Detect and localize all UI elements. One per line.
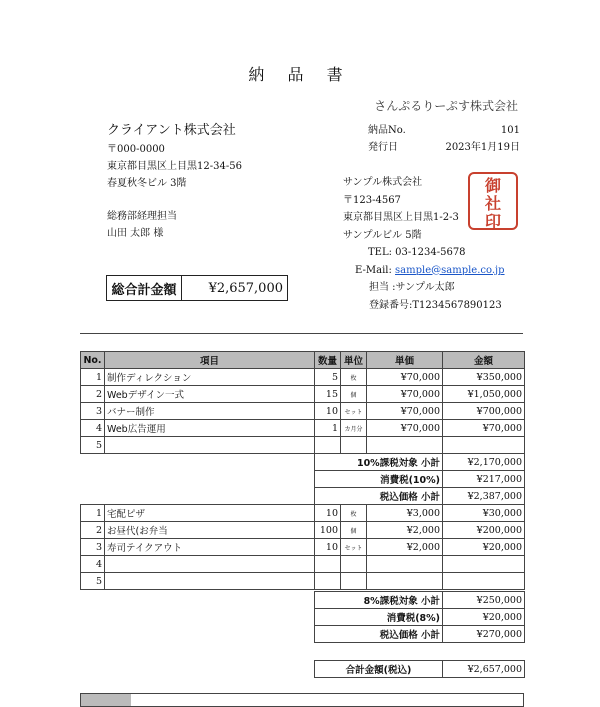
- sender-zip: 〒123-4567: [343, 194, 401, 206]
- row-unit: セット: [341, 403, 367, 420]
- row-price: ¥2,000: [367, 522, 443, 539]
- row-unit: カ月分: [341, 420, 367, 437]
- grand-total-row: [315, 661, 525, 678]
- row-no: 1: [81, 369, 105, 386]
- header-no: No.: [81, 352, 105, 369]
- row-price: [367, 556, 443, 573]
- row-price: ¥70,000: [367, 420, 443, 437]
- subtotal-row: [315, 609, 525, 626]
- date-label: 発行日: [368, 142, 398, 153]
- subtotal-row: [315, 626, 525, 643]
- issuer-name: さんぷるりーぷす株式会社: [374, 99, 518, 113]
- row-qty: 10: [315, 539, 341, 556]
- grand-total-label: 合計金額(税込): [315, 661, 443, 678]
- row-qty: [315, 437, 341, 454]
- row-price: ¥70,000: [367, 369, 443, 386]
- row-item: [105, 573, 315, 590]
- table-row: [81, 556, 525, 573]
- header-item: 項目: [105, 352, 315, 369]
- date-value: 2023年1月19日: [445, 142, 520, 153]
- subtotal-value: ¥270,000: [443, 626, 525, 643]
- row-item: 宅配ピザ: [105, 505, 315, 522]
- row-amount: [443, 556, 525, 573]
- row-qty: 100: [315, 522, 341, 539]
- client-address2: 春夏秋冬ビル 3階: [107, 178, 187, 189]
- row-amount: ¥350,000: [443, 369, 525, 386]
- subtotal-row: [315, 454, 525, 471]
- row-qty: 15: [315, 386, 341, 403]
- row-qty: 10: [315, 403, 341, 420]
- table-row: [81, 539, 525, 556]
- email-label: E-Mail:: [355, 264, 392, 276]
- subtotal-label: 税込価格 小計: [315, 488, 443, 505]
- row-amount: [443, 437, 525, 454]
- row-unit: 個: [341, 386, 367, 403]
- email-link[interactable]: sample@sample.co.jp: [395, 264, 505, 276]
- table-row: [81, 403, 525, 420]
- row-qty: [315, 556, 341, 573]
- row-qty: 5: [315, 369, 341, 386]
- row-no: 5: [81, 437, 105, 454]
- sender-person: 担当 :サンプル太郎: [369, 282, 455, 293]
- row-amount: ¥20,000: [443, 539, 525, 556]
- sender-email-row: [343, 262, 505, 280]
- subtotal-label: 8%課税対象 小計: [315, 592, 443, 609]
- document-meta: [368, 122, 520, 156]
- subtotal-value: ¥250,000: [443, 592, 525, 609]
- row-price: [367, 437, 443, 454]
- row-item: 制作ディレクション: [105, 369, 315, 386]
- subtotal-label: 消費税(10%): [315, 471, 443, 488]
- row-item: Web広告運用: [105, 420, 315, 437]
- row-item: [105, 556, 315, 573]
- subtotal-label: 税込価格 小計: [315, 626, 443, 643]
- row-unit: [341, 437, 367, 454]
- row-item: お昼代(お弁当: [105, 522, 315, 539]
- subtotal-label: 消費税(8%): [315, 609, 443, 626]
- row-unit: 個: [341, 522, 367, 539]
- row-no: 2: [81, 522, 105, 539]
- sender-registration: 登録番号:T1234567890123: [369, 299, 502, 311]
- total-amount-label: 総合計金額: [107, 276, 182, 300]
- row-unit: 枚: [341, 505, 367, 522]
- row-no: 1: [81, 505, 105, 522]
- row-item: 寿司テイクアウト: [105, 539, 315, 556]
- company-seal-stamp: 御 社 印: [468, 172, 518, 230]
- subtotal-row: [315, 592, 525, 609]
- row-amount: ¥70,000: [443, 420, 525, 437]
- row-amount: ¥200,000: [443, 522, 525, 539]
- client-department: 総務部経理担当: [107, 211, 177, 222]
- subtotal-value: ¥2,170,000: [443, 454, 525, 471]
- number-value: 101: [500, 125, 520, 136]
- header-qty: 数量: [315, 352, 341, 369]
- row-no: 4: [81, 556, 105, 573]
- footer-notes-bar: [80, 693, 524, 707]
- table-row: [81, 369, 525, 386]
- row-qty: 1: [315, 420, 341, 437]
- grand-total-value: ¥2,657,000: [443, 661, 525, 678]
- client-zip: 〒000-0000: [107, 144, 165, 155]
- row-no: 3: [81, 403, 105, 420]
- sender-address1: 東京都目黒区上目黒1-2-3: [343, 212, 459, 223]
- row-unit: [341, 556, 367, 573]
- divider: [80, 333, 523, 334]
- row-qty: 10: [315, 505, 341, 522]
- sender-tel: TEL: 03-1234-5678: [368, 247, 466, 258]
- subtotal-row: [315, 471, 525, 488]
- subtotal-value: ¥2,387,000: [443, 488, 525, 505]
- row-unit: [341, 573, 367, 590]
- number-label: 納品No.: [368, 125, 406, 136]
- subtotal-value: ¥217,000: [443, 471, 525, 488]
- client-person: 山田 太郎 様: [107, 228, 164, 239]
- subtotal-table-1: [314, 453, 525, 505]
- row-amount: ¥30,000: [443, 505, 525, 522]
- row-price: ¥70,000: [367, 386, 443, 403]
- items-table-1: [80, 351, 525, 454]
- row-amount: ¥1,050,000: [443, 386, 525, 403]
- row-qty: [315, 573, 341, 590]
- client-address1: 東京都目黒区上目黒12-34-56: [107, 161, 242, 172]
- row-amount: ¥700,000: [443, 403, 525, 420]
- client-name: クライアント株式会社: [107, 123, 236, 138]
- sender-company: サンプル株式会社: [343, 177, 423, 188]
- client-block: [107, 122, 242, 242]
- header-price: 単価: [367, 352, 443, 369]
- total-amount-box: [106, 275, 288, 301]
- row-no: 3: [81, 539, 105, 556]
- row-amount: [443, 573, 525, 590]
- row-no: 4: [81, 420, 105, 437]
- row-no: 2: [81, 386, 105, 403]
- row-item: [105, 437, 315, 454]
- items-table-2: [80, 504, 525, 590]
- row-price: ¥2,000: [367, 539, 443, 556]
- row-price: [367, 573, 443, 590]
- table-row: [81, 505, 525, 522]
- subtotal-table-2: [314, 591, 525, 643]
- table-row: [81, 573, 525, 590]
- subtotal-row: [315, 488, 525, 505]
- table-row: [81, 420, 525, 437]
- header-unit: 単位: [341, 352, 367, 369]
- table-row: [81, 522, 525, 539]
- row-price: ¥70,000: [367, 403, 443, 420]
- total-amount-value: ¥2,657,000: [208, 280, 283, 296]
- row-unit: セット: [341, 539, 367, 556]
- row-item: バナー制作: [105, 403, 315, 420]
- table-row: [81, 437, 525, 454]
- subtotal-label: 10%課税対象 小計: [315, 454, 443, 471]
- row-item: Webデザイン一式: [105, 386, 315, 403]
- subtotal-value: ¥20,000: [443, 609, 525, 626]
- header-amount: 金額: [443, 352, 525, 369]
- row-price: ¥3,000: [367, 505, 443, 522]
- row-no: 5: [81, 573, 105, 590]
- sender-address2: サンプルビル 5階: [343, 229, 422, 241]
- grand-total-table: [314, 660, 525, 678]
- table-row: [81, 386, 525, 403]
- row-unit: 枚: [341, 369, 367, 386]
- table-header: [81, 352, 525, 369]
- document-title: 納 品 書: [248, 65, 352, 84]
